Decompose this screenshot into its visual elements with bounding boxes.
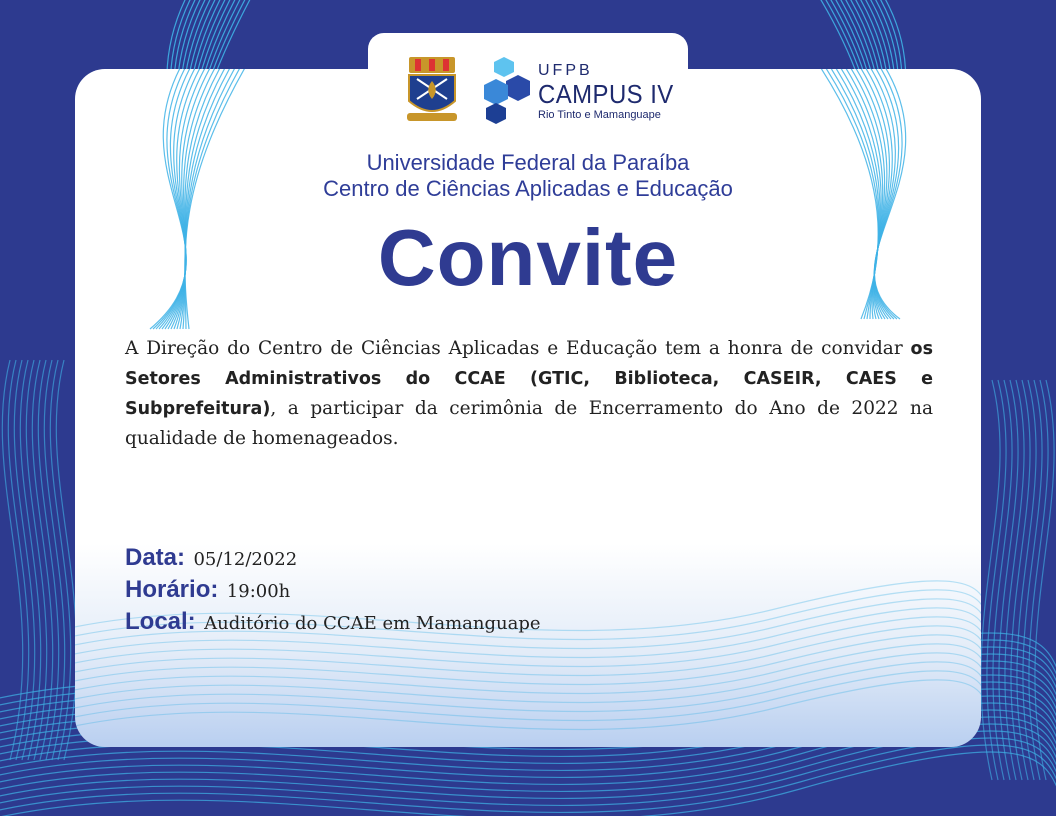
wave-line	[0, 745, 1056, 812]
date-row	[125, 542, 541, 574]
event-details	[125, 542, 541, 638]
wave-line	[2, 360, 22, 760]
place-label: Local:	[125, 608, 196, 635]
card-wave-line	[75, 644, 981, 694]
card-wave-line	[75, 680, 981, 730]
campus-logo-text	[538, 62, 686, 122]
date-label: Data:	[125, 544, 186, 571]
wave-line	[32, 360, 52, 760]
campus-logo-name: CAMPUS IV	[538, 79, 674, 109]
card-wave-line	[75, 671, 981, 721]
wave-line	[44, 360, 64, 760]
university-name: Universidade Federal da Paraíba	[366, 150, 690, 175]
invitation-outro: , a participar da cerimônia de Encerramento do Ano de 2022 na qualidade de homenageados.	[125, 398, 933, 449]
invitation-intro: A Direção do Centro de Ciências Aplicadas e Educação tem a honra de convidar	[125, 338, 911, 359]
date-value: 05/12/2022	[193, 549, 298, 570]
institution-heading	[0, 150, 1056, 202]
time-label: Horário:	[125, 576, 219, 603]
ufpb-coat-of-arms-icon	[405, 55, 459, 125]
hexagon-cluster-icon	[482, 55, 532, 127]
wave-line	[981, 380, 1000, 780]
invitation-honorees: os Setores Administrativos do CCAE (GTIC, Biblioteca, CASEIR, CAES e Subprefeitura)	[125, 339, 933, 419]
time-value: 19:00h	[226, 581, 291, 602]
campus-logo-ufpb: UFPB	[538, 62, 593, 79]
place-row	[125, 606, 541, 638]
wave-line	[993, 380, 1012, 780]
wave-line	[987, 380, 1006, 780]
campus-logo-subtitle: Rio Tinto e Mamanguape	[538, 109, 661, 121]
wave-line	[0, 738, 1056, 805]
card-wave-line	[75, 653, 981, 703]
time-row	[125, 574, 541, 606]
page-title: Convite	[377, 213, 679, 302]
wave-line	[1023, 380, 1042, 780]
invitation-text	[125, 334, 933, 453]
card-wave-line	[75, 635, 981, 685]
wave-line	[38, 360, 58, 760]
wave-line	[999, 380, 1018, 780]
place-value: Auditório do CCAE em Mamanguape	[204, 613, 541, 634]
card-wave-line	[75, 662, 981, 712]
wave-line	[50, 360, 70, 760]
center-name: Centro de Ciências Aplicadas e Educação	[323, 176, 733, 201]
